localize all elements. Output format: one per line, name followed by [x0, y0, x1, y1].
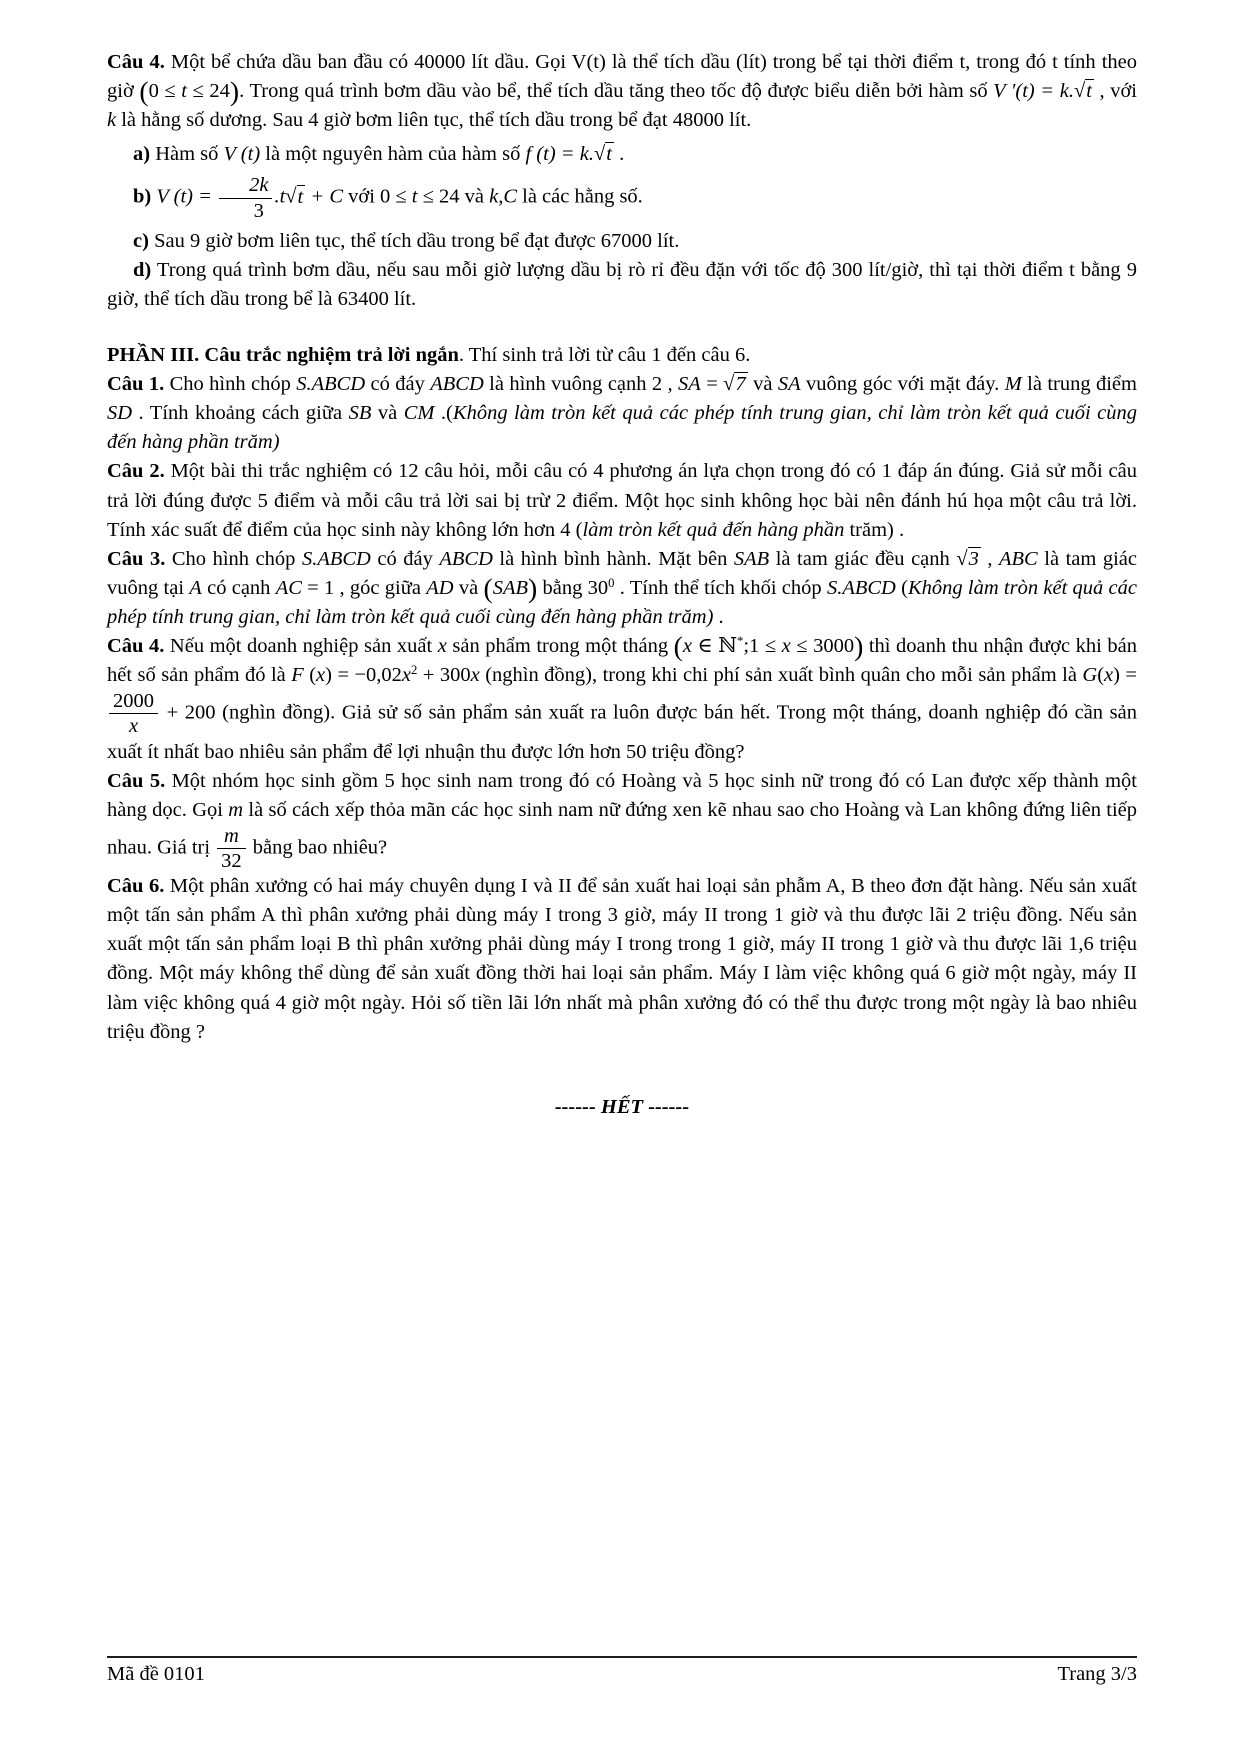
statement-a: a) Hàm số V (t) là một nguyên hàm của hàm số f (t) = k.√t . — [133, 143, 625, 166]
question-1: Câu 1. Cho hình chóp S.ABCD có đáy ABCD là hình vuông cạnh 2 , SA = √7 và SA vuông góc với mặt đáy. M là trung điểm SD . Tính khoảng cách giữa SB và CM .(Không làm tròn kết quả các phép tính trung gian, chỉ làm tròn kết quả cuối cùng đến hàng phần trăm) — [107, 373, 1137, 454]
italic-text: Không làm tròn kết quả các phép tính trung gian, chỉ làm tròn kết quả cuối cùng đến hàng phần trăm) — [107, 402, 1137, 454]
sqrt-expression: √t — [593, 143, 612, 166]
italic-text: AD — [426, 576, 454, 599]
italic-text: SA — [777, 373, 801, 396]
statement-d: d) Trong quá trình bơm dầu, nếu sau mỗi giờ lượng dầu bị rò rỉ đều đặn với tốc độ 300 lít/giờ, thì tại thời điểm t bằng 9 giờ, thể tích dầu trong bể là 63400 lít. — [107, 258, 1137, 310]
question-part2-4: Câu 4. Một bể chứa dầu ban đầu có 40000 lít dầu. Gọi V(t) là thể tích dầu (lít) trong bể tại thời điểm t, trong đó t tính theo giờ (0 ≤ t ≤ 24). Trong quá trình bơm dầu vào bể, thể tích dầu tăng theo tốc độ được biểu diễn bởi hàm số V ′(t) = k.√t , với k là hằng số dương. Sau 4 giờ bơm liên tục, thể tích dầu trong bể đạt 48000 lít. — [107, 51, 1137, 132]
italic-text: + C — [305, 185, 343, 208]
italic-text: x — [470, 664, 480, 687]
question-2: Câu 2. Một bài thi trắc nghiệm có 12 câu hỏi, mỗi câu có 4 phương án lựa chọn trong đó có 1 đáp án đúng. Giả sử mỗi câu trả lời đúng được 5 điểm và mỗi câu trả lời sai bị trừ 2 điểm. Một học sinh không học bài nên đánh hú họa một câu trả lời. Tính xác suất để điểm của học sinh này không lớn hơn 4 (làm tròn kết quả đến hàng phần trăm) . — [107, 460, 1137, 541]
big-paren: ( — [483, 572, 493, 604]
question-5: Câu 5. Một nhóm học sinh gồm 5 học sinh nam trong đó có Hoàng và 5 học sinh nữ trong đó có Lan được xếp thành một hàng dọc. Gọi m là số cách xếp thỏa mãn các học sinh nam nữ đứng xen kẽ nhau sao cho Hoàng và Lan không đứng liên tiếp nhau. Giá trị $\frac{m}{32}$ bằng bao nhiêu? — [107, 769, 1137, 873]
bold-text: Câu 6. — [107, 875, 165, 898]
question-3: Câu 3. Cho hình chóp S.ABCD có đáy ABCD là hình bình hành. Mặt bên SAB là tam giác đều cạnh √3 , ABC là tam giác vuông tại A có cạnh AC = 1 , góc giữa AD và (SAB) bằng $30^0$ . Tính thể tích khối chóp S.ABCD (Không làm tròn kết quả các phép tính trung gian, chỉ làm tròn kết quả cuối cùng đến hàng phần trăm) . — [107, 547, 1138, 628]
document-body — [107, 48, 1137, 1122]
exam-code: Mã đề 0101 — [107, 1663, 205, 1685]
sqrt-expression: √t — [1073, 80, 1092, 103]
bold-text: Câu 1. — [107, 373, 165, 396]
italic-text: SAB — [733, 547, 770, 570]
italic-text: SB — [348, 402, 372, 425]
italic-text: x — [781, 635, 791, 658]
statement-b: b) V (t) = $\frac{2k}{3}$ .t√t + C với 0 ≤ t ≤ 24 và k,C là các hằng số. — [133, 174, 643, 222]
italic-text: t — [181, 80, 187, 103]
fraction: $\frac{m}{32}$ — [217, 825, 246, 872]
italic-text: làm tròn kết quả đến hàng phần — [582, 518, 845, 541]
bold-text: a) — [133, 143, 151, 166]
end-marker — [107, 1093, 1137, 1122]
italic-text: V ′(t) = k. — [993, 80, 1074, 103]
big-paren: ( — [139, 75, 149, 107]
bold-text: Câu 5. — [107, 769, 166, 792]
superscript: 2 — [411, 663, 418, 678]
sqrt-expression: √3 — [956, 547, 979, 570]
italic-text: M — [1004, 373, 1022, 396]
italic-text: ABCD — [439, 547, 493, 570]
superscript: * — [736, 634, 744, 649]
bold-text: PHẦN III. Câu trắc nghiệm trả lời ngắn — [107, 344, 459, 367]
italic-text: S.ABCD — [826, 576, 896, 599]
bold-text: c) — [133, 229, 149, 252]
italic-text: G — [1082, 664, 1098, 687]
italic-text: SD — [107, 402, 133, 425]
italic-text: x — [316, 664, 326, 687]
bold-text: d) — [133, 258, 152, 281]
italic-text: t — [411, 185, 418, 208]
page-footer — [107, 1656, 1137, 1686]
italic-text: Không làm tròn kết quả các phép tính trung gian, chỉ làm tròn kết quả cuối cùng đến hàng phần trăm) — [107, 576, 1138, 628]
italic-text: AC — [275, 576, 302, 599]
italic-text: ABCD — [430, 373, 484, 396]
italic-text: m — [228, 798, 244, 821]
italic-text: SAB — [492, 576, 528, 599]
italic-text: A — [189, 576, 202, 599]
italic-text: x — [401, 664, 412, 687]
sqrt-expression: √7 — [723, 373, 746, 396]
italic-text: k — [107, 109, 117, 132]
italic-text: x — [437, 635, 447, 658]
bold-text: Câu 4. — [107, 51, 165, 73]
superscript: 0 — [608, 575, 615, 590]
statement-c: c) Sau 9 giờ bơm liên tục, thể tích dầu trong bể đạt được 67000 lít. — [133, 229, 680, 252]
italic-text: S.ABCD — [301, 547, 371, 570]
big-paren: ) — [854, 630, 864, 662]
italic-text: f (t) = k. — [525, 143, 594, 166]
italic-text: V (t) — [223, 143, 261, 166]
italic-text: F — [291, 664, 304, 687]
bold-text: Câu 3. — [107, 547, 166, 570]
big-paren: ) — [527, 572, 538, 604]
bold-text: b) — [133, 185, 152, 208]
italic-text: S.ABCD — [296, 373, 366, 396]
italic-text: k,C — [489, 185, 518, 208]
big-paren: ) — [229, 75, 240, 107]
italic-text: .t — [274, 185, 286, 208]
fraction: $\frac{2000}{x}$ — [109, 690, 158, 737]
italic-text: x — [1104, 664, 1114, 687]
page-number: Trang 3/3 — [1057, 1663, 1137, 1685]
question-6: Câu 6. Một phân xưởng có hai máy chuyên dụng I và II để sản xuất hai loại sản phẫm A, B theo đơn đặt hàng. Nếu sản xuất một tấn sản phẩm A thì phân xưởng phải dùng máy I trong 3 giờ, máy II trong 1 giờ và thu được lãi 2 triệu đồng. Nếu sản xuất một tấn sản phẩm loại B thì phân xưởng phải dùng máy I trong trong 1 giờ, máy II trong 1 giờ và thu được lãi 1,6 triệu đồng. Một máy không thể dùng để sản xuất đồng thời hai loại sản phẩm. Máy I làm việc không quá 6 giờ một ngày, máy II làm việc không quá 4 giờ một ngày. Hỏi số tiền lãi lớn nhất mà phân xưởng đó có thể thu được trong một ngày là bao nhiêu triệu đồng ? — [107, 875, 1137, 1043]
bold-italic-text: ------ HẾT ------ — [554, 1095, 690, 1118]
italic-text: V (t) = — [156, 185, 218, 208]
question-4: Câu 4. Nếu một doanh nghiệp sản xuất x sản phẩm trong một tháng (x ∈ ℕ*;1 ≤ x ≤ 3000) thì doanh thu nhận được khi bán hết số sản phẩm đó là F $(x) = -0,02x^2 + 300x$ (nghìn đồng), trong khi chi phí sản xuất bình quân cho mỗi sản phẩm là G(x) = $\frac{2000}{x}$ + 200 (nghìn đồng). Giả sử số sản phẩm sản xuất ra luôn được bán hết. Trong một tháng, doanh nghiệp đó cần sản xuất ít nhất bao nhiêu sản phẩm để lợi nhuận thu được lớn hơn 50 triệu đồng? — [107, 630, 1137, 763]
italic-text: ABC — [999, 547, 1038, 570]
sqrt-expression: √t — [285, 185, 304, 208]
bold-text: Câu 4. — [107, 635, 165, 658]
bold-text: Câu 2. — [107, 460, 165, 483]
fraction: $\frac{2k}{3}$ — [219, 174, 272, 221]
italic-text: SA — [678, 373, 701, 396]
big-paren: ( — [673, 630, 683, 662]
part3-header: PHẦN III. Câu trắc nghiệm trả lời ngắn. Thí sinh trả lời từ câu 1 đến câu 6. — [107, 344, 751, 367]
italic-text: CM — [403, 402, 435, 425]
italic-text: x — [682, 635, 692, 658]
